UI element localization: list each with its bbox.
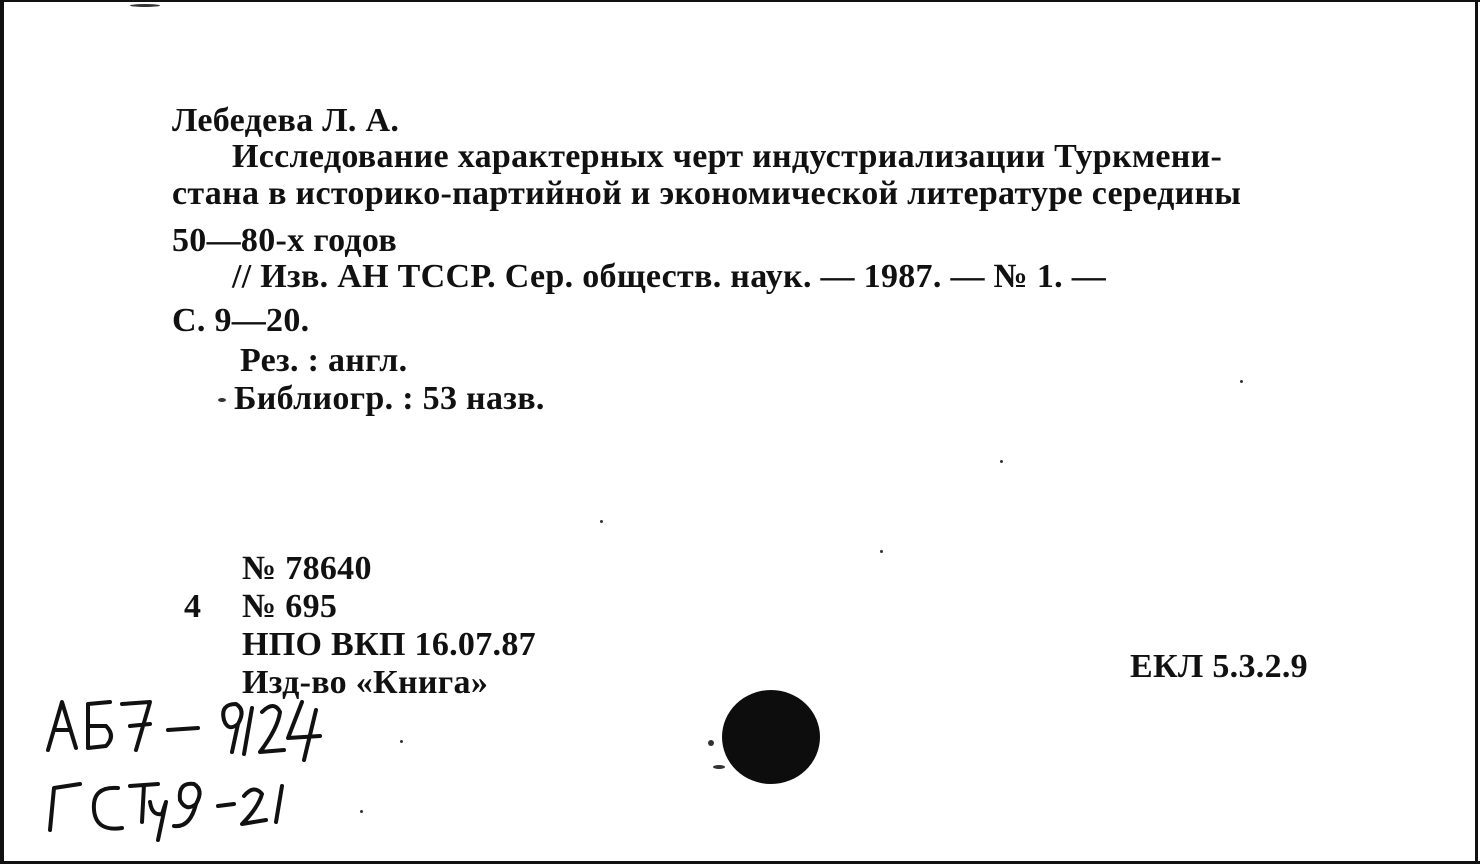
ink-speck (218, 398, 226, 402)
title-line-2: стана в историко-партийной и экономической литературе середины (172, 175, 1242, 212)
record-number-a: № 78640 (242, 550, 372, 587)
record-number-b: № 695 (242, 588, 338, 625)
bibliography-note: Библиогр. : 53 назв. (234, 380, 545, 417)
author: Лебедева Л. А. (172, 102, 400, 139)
summary-language: Рез. : англ. (240, 342, 408, 379)
publisher-line: НПО ВКП 16.07.87 (242, 626, 536, 663)
ink-speck (713, 765, 725, 769)
card-top-border (0, 0, 1480, 2)
ink-speck (880, 550, 883, 553)
ink-speck (400, 740, 403, 743)
title-line-1: Исследование характерных черт индустриализации Туркмени- (232, 138, 1223, 175)
card-left-border (0, 0, 4, 864)
ink-speck (130, 4, 160, 7)
ink-speck (1000, 460, 1003, 463)
card-right-border (1475, 0, 1478, 864)
handwritten-signature (40, 690, 360, 850)
source-line-2: С. 9—20. (172, 302, 310, 339)
ink-speck (708, 740, 714, 746)
ink-speck (360, 810, 363, 813)
press-name: Изд-во «Книга» (242, 664, 489, 701)
title-line-3: 50—80-х годов (172, 222, 398, 259)
side-number: 4 (184, 588, 202, 625)
source-line-1: // Изв. АН ТССР. Сер. обществ. наук. — 1987. — № 1. — (232, 258, 1107, 295)
classification-code: ЕКЛ 5.3.2.9 (1130, 648, 1308, 685)
ink-speck (1240, 380, 1243, 383)
ink-blot (722, 690, 820, 784)
ink-speck (600, 520, 603, 523)
